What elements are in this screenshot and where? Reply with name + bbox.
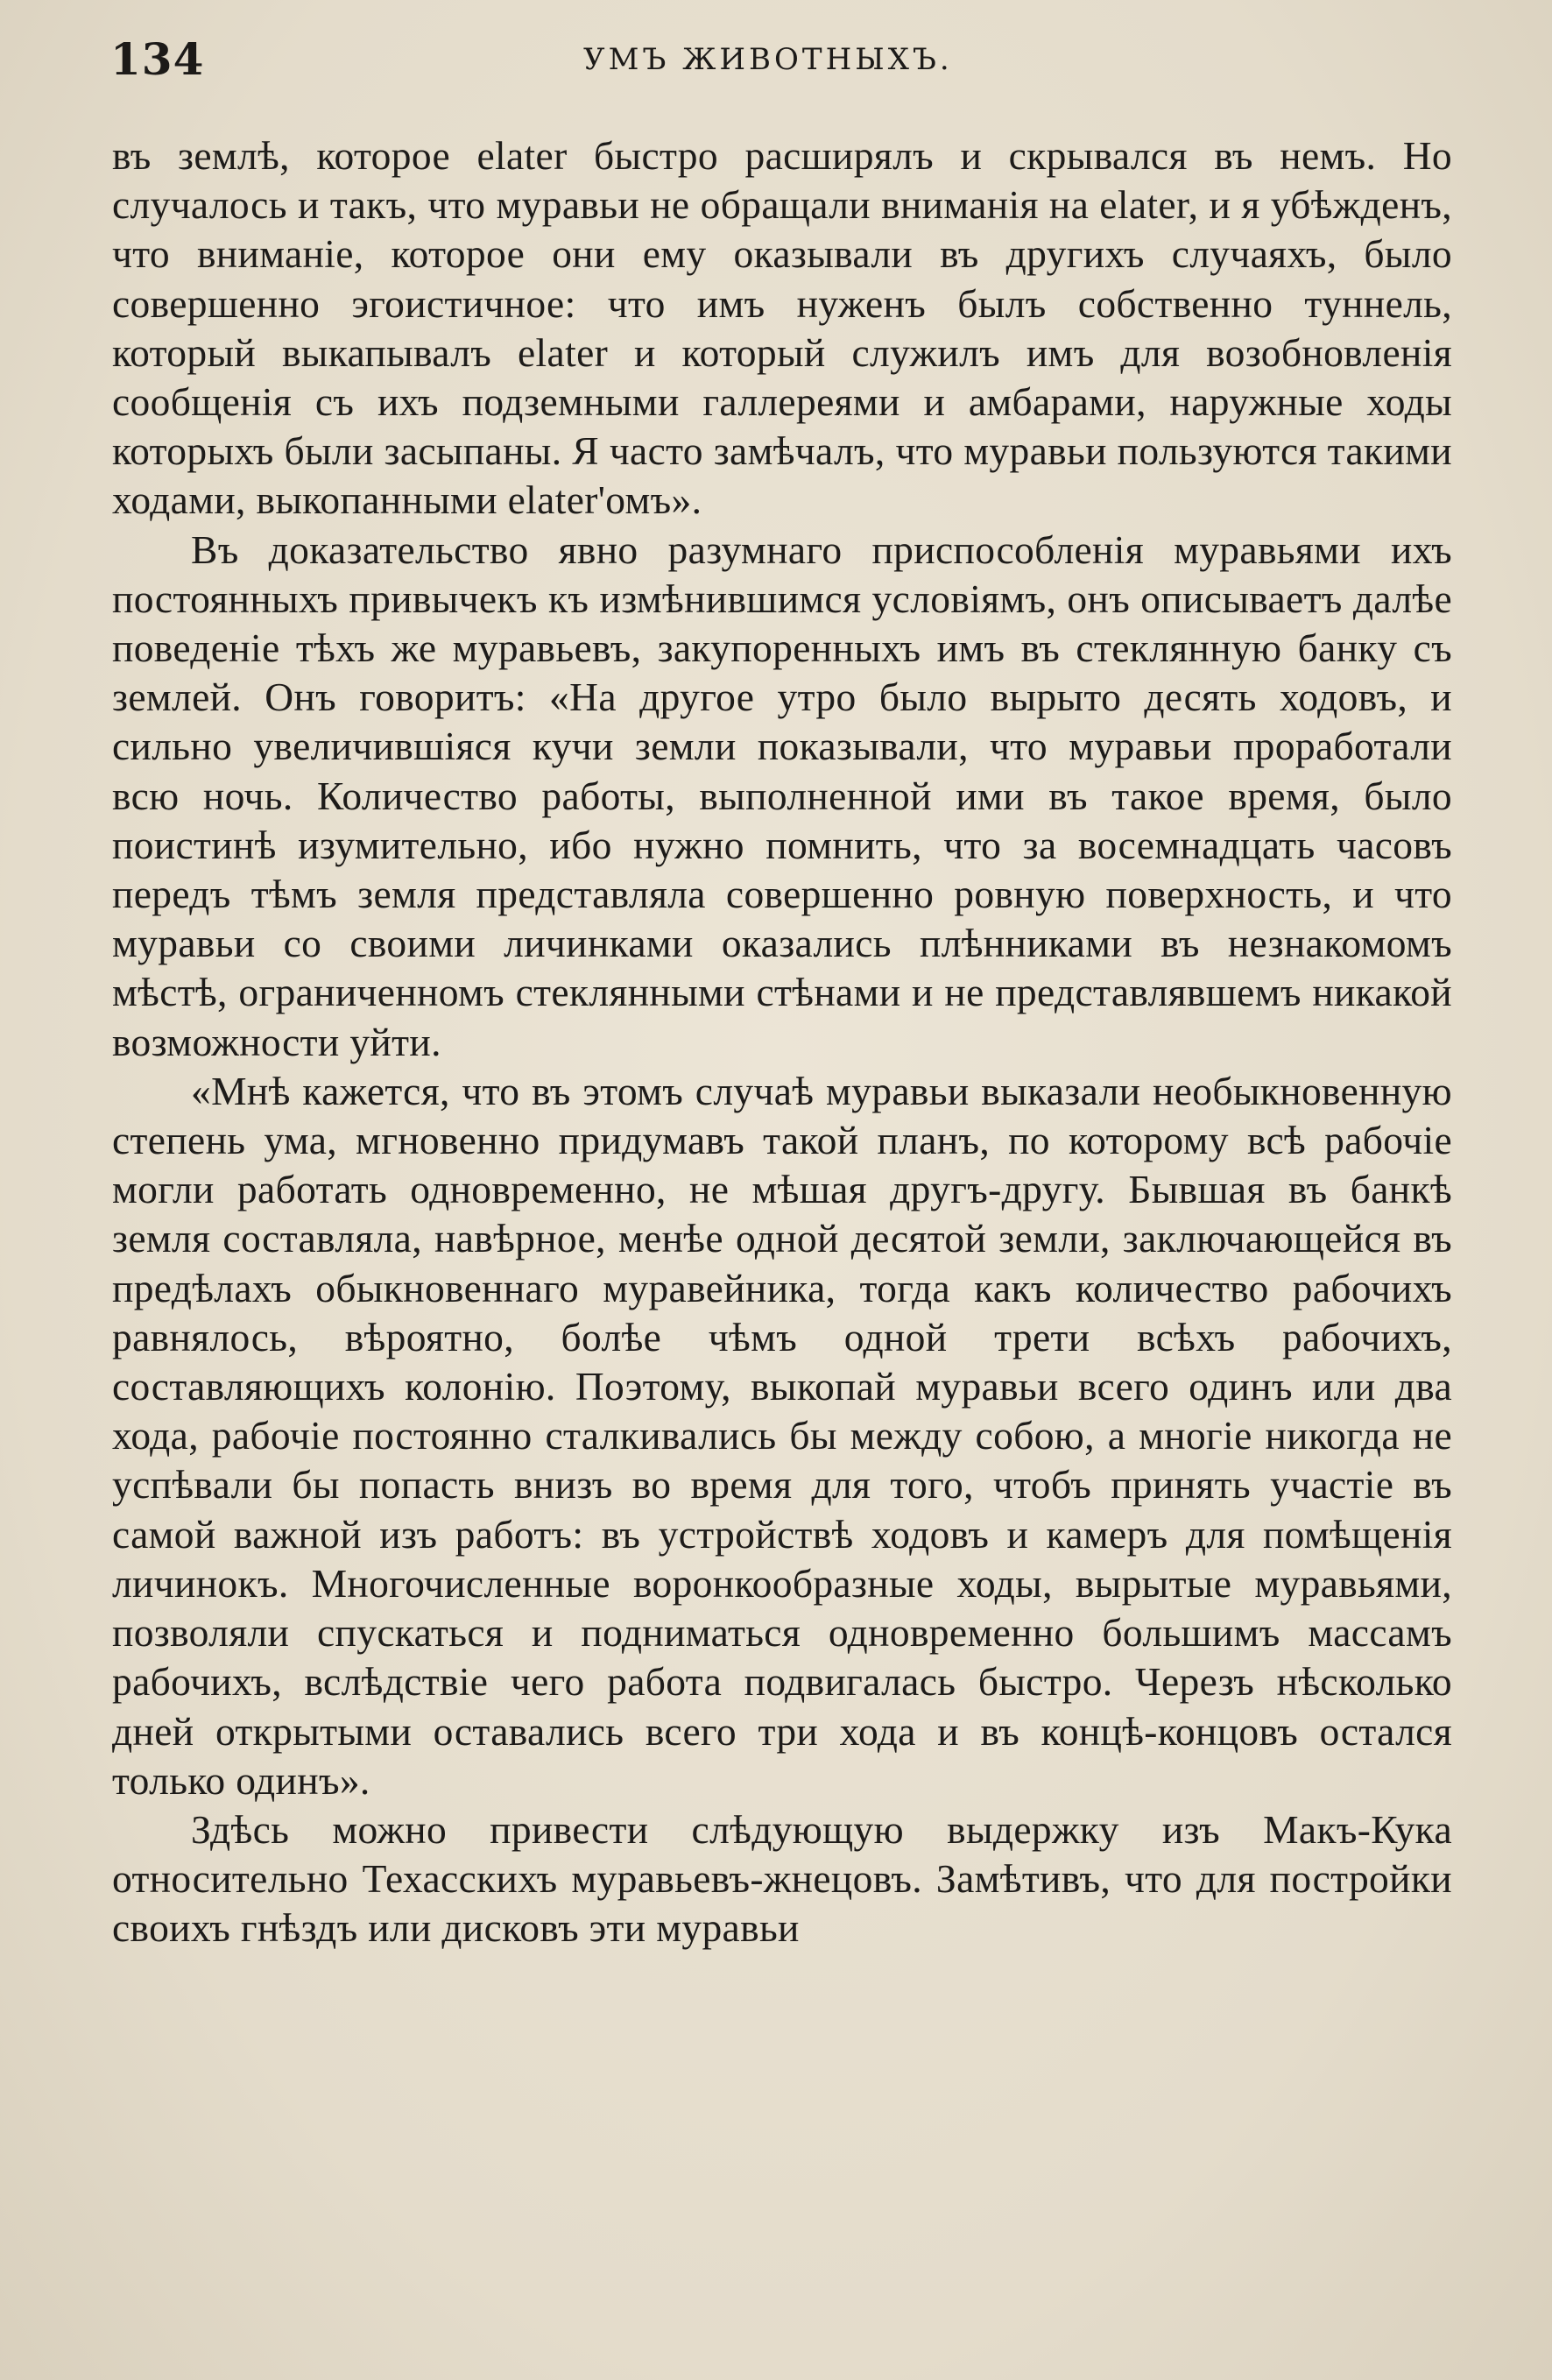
paragraph: Въ доказательство явно разумнаго приспособленія муравьями ихъ постоянныхъ привычекъ къ измѣнившимся условіямъ, онъ описываетъ далѣе поведеніе тѣхъ же муравьевъ, закупоренныхъ имъ въ стеклянную банку съ землей. Онъ говоритъ: «На другое утро было вырыто десять ходовъ, и сильно увеличившіяся кучи земли показывали, что муравьи проработали всю ночь. Количество работы, выполненной ими въ такое время, было поистинѣ изумительно, ибо нужно помнить, что за восемнадцать часовъ передъ тѣмъ земля представляла совершенно ровную поверхность, и что муравьи со своими личинками оказались плѣнниками въ незнакомомъ мѣстѣ, ограниченномъ стеклянными стѣнами и не представлявшемъ никакой возможности уйти.	[112, 526, 1452, 1064]
paragraph-continuation: въ землѣ, которое elater быстро расширялъ и скрывался въ немъ. Но случалось и такъ, что муравьи не обращали вниманія на elater, и я убѣжденъ, что вниманіе, которое они ему оказывали въ другихъ случаяхъ, было совершенно эгоистичное: что имъ нуженъ былъ собственно туннель, который выкапывалъ elater и который служилъ имъ для возобновленія сообщенія съ ихъ подземными галлереями и амбарами, наружные ходы которыхъ были засыпаны. Я часто замѣчалъ, что муравьи пользуются такими ходами, выкопанными elater'омъ».	[112, 133, 1452, 523]
body-text	[112, 131, 1452, 1953]
page-number: 134	[110, 33, 205, 85]
page-header	[110, 33, 1450, 103]
running-head: УМЪ ЖИВОТНЫХЪ.	[583, 42, 953, 77]
paragraph: Здѣсь можно привести слѣдующую выдержку изъ Макъ-Кука относительно Техасскихъ муравьевъ-жнецовъ. Замѣтивъ, что для постройки своихъ гнѣздъ или дисковъ эти муравьи	[112, 1806, 1452, 1951]
paragraph-quote: «Мнѣ кажется, что въ этомъ случаѣ муравьи выказали необыкновенную степень ума, мгновенно придумавъ такой планъ, по которому всѣ рабочіе могли работать одновременно, не мѣшая другъ-другу. Бывшая въ банкѣ земля составляла, навѣрное, менѣе одной десятой земли, заключающейся въ предѣлахъ обыкновеннаго муравейника, тогда какъ количество рабочихъ равнялось, вѣроятно, болѣе чѣмъ одной трети всѣхъ рабочихъ, составляющихъ колонію. Поэтому, выкопай муравьи всего одинъ или два хода, рабочіе постоянно сталкивались бы между собою, а многіе никогда не успѣвали бы попасть внизъ во время для того, чтобъ принять участіе въ самой важной изъ работъ: въ устройствѣ ходовъ и камеръ для помѣщенія личинокъ. Многочисленные воронкообразные ходы, вырытые муравьями, позволяли спускаться и подниматься одновременно большимъ массамъ рабочихъ, вслѣдствіе чего работа подвигалась быстро. Черезъ нѣсколько дней открытыми оставались всего три хода и въ концѣ-концовъ остался только одинъ».	[112, 1068, 1452, 1803]
